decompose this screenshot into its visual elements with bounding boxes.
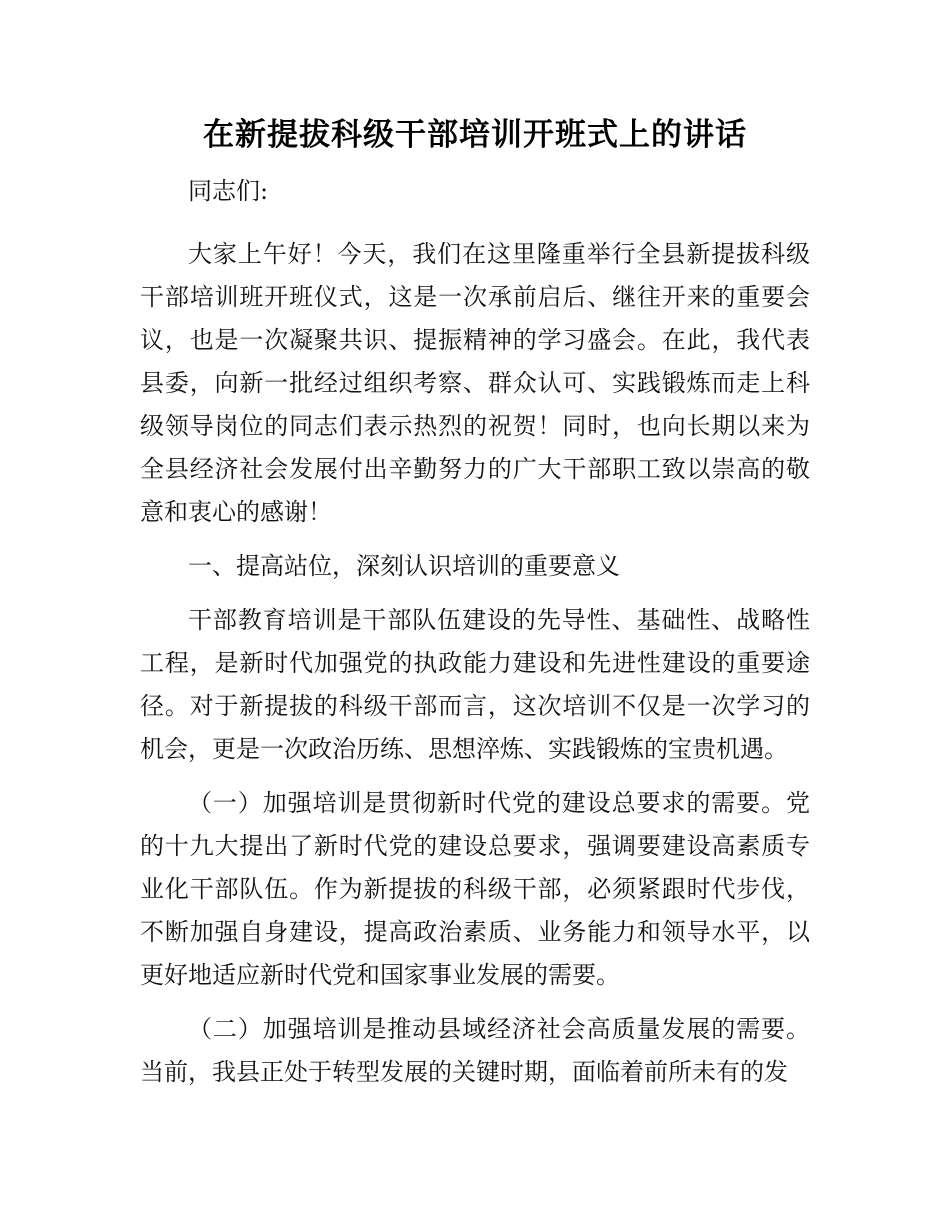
section-heading-1: 一、提高站位，深刻认识培训的重要意义 xyxy=(188,552,620,580)
document-body xyxy=(140,112,810,1105)
subsection-2: （二）加强培训是推动县域经济社会高质量发展的需要。当前，我县正处于转型发展的关键时期，面临着前所未有的发 xyxy=(140,1015,810,1086)
body-paragraph: 干部教育培训是干部队伍建设的先导性、基础性、战略性工程，是新时代加强党的执政能力建设和先进性建设的重要途径。对于新提拔的科级干部而言，这次培训不仅是一次学习的机会，更是一次政治历练、思想淬炼、实践锻炼的宝贵机遇。 xyxy=(140,606,810,763)
opening-paragraph: 大家上午好！今天，我们在这里隆重举行全县新提拔科级干部培训班开班仪式，这是一次承前启后、继往开来的重要会议，也是一次凝聚共识、提振精神的学习盛会。在此，我代表县委，向新一批经过组织考察、群众认可、实践锻炼而走上科级领导岗位的同志们表示热烈的祝贺！同时，也向长期以来为全县经济社会发展付出辛勤努力的广大干部职工致以崇高的敬意和衷心的感谢！ xyxy=(140,240,810,526)
document-title: 在新提拔科级干部培训开班式上的讲话 xyxy=(203,117,747,153)
subsection-1: （一）加强培训是贯彻新时代党的建设总要求的需要。党的十九大提出了新时代党的建设总要求，强调要建设高素质专业化干部队伍。作为新提拔的科级干部，必须紧跟时代步伐，不断加强自身建设，提高政治素质、业务能力和领导水平，以更好地适应新时代党和国家事业发展的需要。 xyxy=(140,789,810,989)
salutation: 同志们: xyxy=(188,177,269,205)
